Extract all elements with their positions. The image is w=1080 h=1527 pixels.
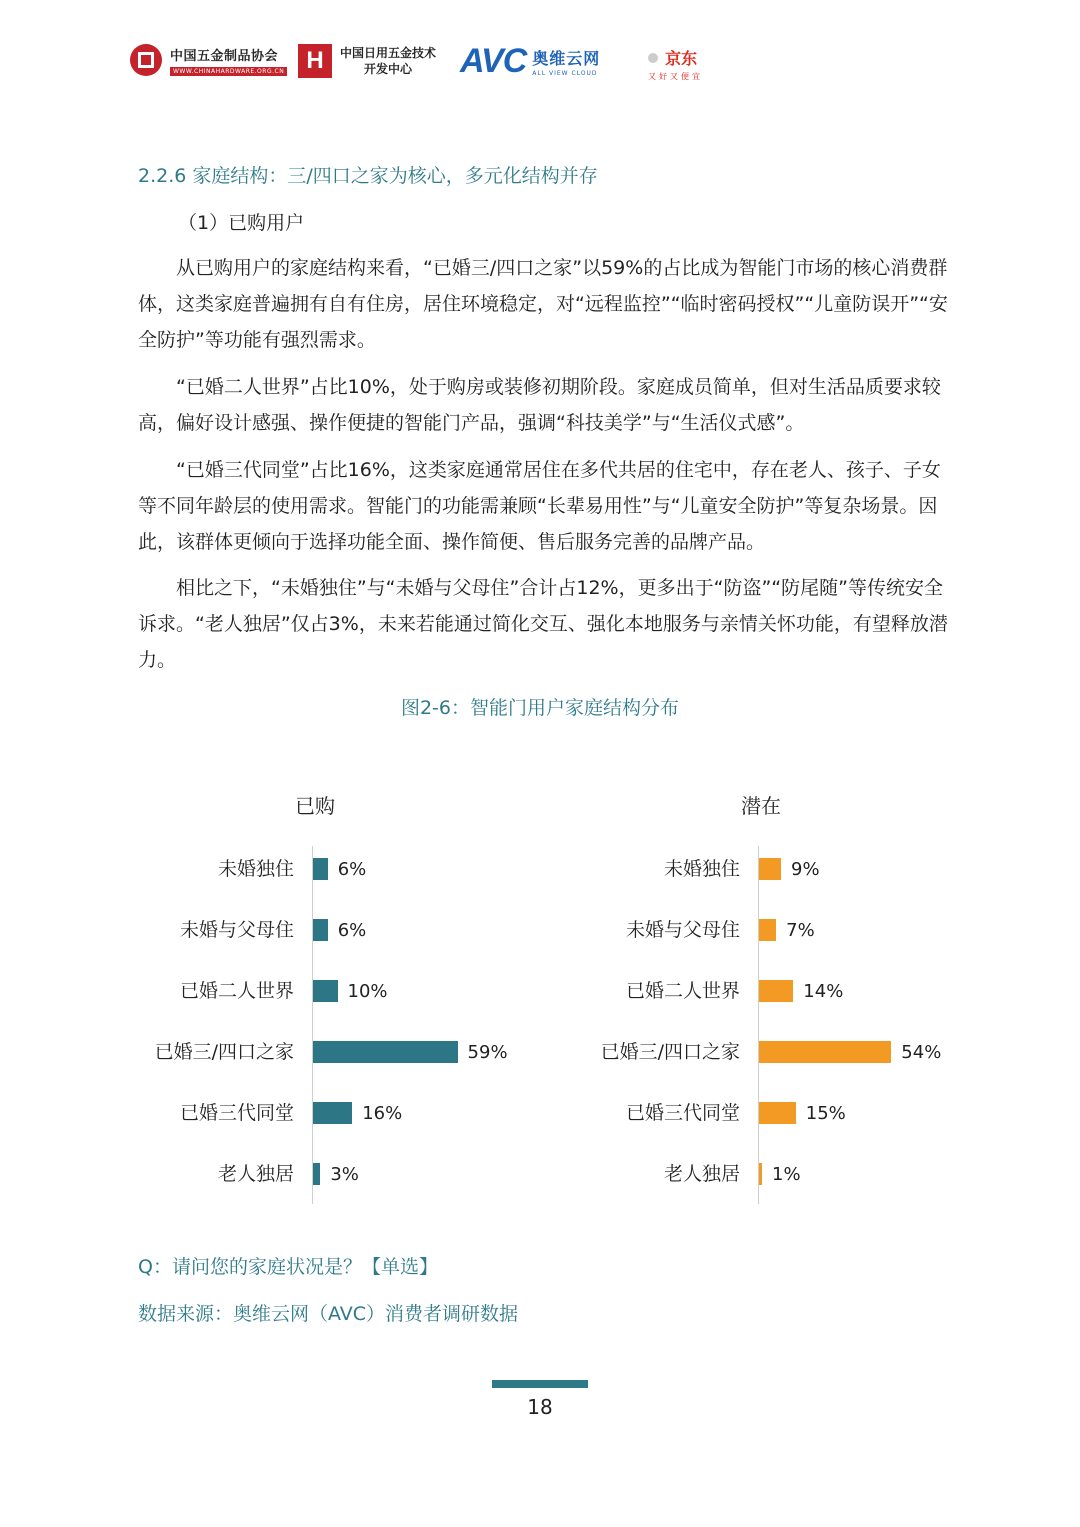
question-note: Q：请问您的家庭状况是？【单选】 (138, 1256, 438, 1278)
jd-name: 京东 (665, 49, 698, 68)
paragraph: 相比之下，“未婚独住”与“未婚与父母住”合计占12%，更多出于“防盗”“防尾随”等传统安全诉求。“老人独居”仅占3%，未来若能通过简化交互、强化本地服务与亲情关怀功能，有望释放潜力。 (138, 577, 948, 671)
china-hardware-association-logo (130, 44, 287, 76)
logo1-url: WWW.CHINAHARDWARE.ORG.CN (170, 67, 287, 76)
value-label: 7% (786, 920, 815, 941)
chart-purchased (90, 780, 570, 1210)
bar (313, 1102, 352, 1124)
bar (313, 1041, 458, 1063)
chart-row (536, 980, 1016, 1002)
chart-title: 已购 (295, 794, 335, 818)
chart-row (90, 1041, 570, 1063)
paragraph: 从已购用户的家庭结构来看，“已婚三/四口之家”以59%的占比成为智能门市场的核心消费群体，这类家庭普遍拥有自有住房，居住环境稳定，对“远程监控”“临时密码授权”“儿童防误开”“安全防护”等功能有强烈需求。 (138, 257, 948, 351)
bar (313, 1163, 320, 1185)
bar (759, 1163, 762, 1185)
bar (313, 980, 338, 1002)
logo2-mark: H (298, 44, 332, 78)
category-label: 已婚二人世界 (625, 980, 740, 1002)
chart-row (90, 858, 570, 880)
hardware-development-center-logo (298, 44, 436, 78)
jd-slogan: 又好又便宜 (648, 72, 703, 81)
avc-en-name: ALL VIEW CLOUD (532, 70, 598, 77)
bar (759, 858, 781, 880)
value-label: 15% (805, 1103, 846, 1124)
bar (759, 1102, 796, 1124)
value-label: 3% (330, 1164, 359, 1185)
category-label: 未婚独住 (663, 858, 740, 880)
value-label: 6% (337, 859, 367, 880)
value-label: 16% (362, 1103, 403, 1124)
category-label: 已婚三/四口之家 (600, 1041, 740, 1063)
category-label: 老人独居 (663, 1163, 740, 1185)
chart-row (536, 1163, 1016, 1185)
chart-row (90, 1102, 570, 1124)
section-title: 2.2.6 家庭结构：三/四口之家为核心，多元化结构并存 (138, 165, 598, 187)
value-label: 1% (772, 1164, 801, 1185)
value-label: 59% (467, 1042, 508, 1063)
avc-logo (460, 42, 600, 81)
category-label: 未婚与父母住 (179, 919, 294, 941)
header-logos (130, 40, 730, 90)
chart-potential (536, 780, 1016, 1210)
category-label: 未婚独住 (217, 858, 294, 880)
bar (313, 919, 328, 941)
category-label: 已婚三代同堂 (179, 1102, 294, 1124)
chart-title: 潜在 (741, 794, 781, 818)
logo1-name: 中国五金制品协会 (170, 48, 279, 64)
category-label: 已婚三/四口之家 (154, 1041, 294, 1063)
logo2-line2: 开发中心 (364, 62, 413, 76)
sub-title: （1）已购用户 (178, 212, 305, 234)
value-label: 10% (347, 981, 388, 1002)
chart-axis-line (312, 846, 313, 1204)
bar (759, 919, 776, 941)
avc-cn-name: 奥维云网 (532, 49, 601, 68)
bar (313, 858, 328, 880)
value-label: 9% (791, 859, 820, 880)
value-label: 14% (803, 981, 844, 1002)
chart-row (90, 980, 570, 1002)
jd-logo (648, 46, 703, 82)
page-number: 18 (527, 1395, 553, 1419)
logo2-line1: 中国日用五金技术 (340, 46, 437, 60)
chart-row (536, 1041, 1016, 1063)
source-note: 数据来源：奥维云网（AVC）消费者调研数据 (138, 1303, 519, 1325)
paragraph: “已婚二人世界”占比10%，处于购房或装修初期阶段。家庭成员简单，但对生活品质要求较高，偏好设计感强、操作便捷的智能门产品，强调“科技美学”与“生活仪式感”。 (138, 376, 941, 434)
category-label: 老人独居 (217, 1163, 294, 1185)
category-label: 未婚与父母住 (625, 919, 740, 941)
category-label: 已婚二人世界 (179, 980, 294, 1002)
bar (759, 1041, 891, 1063)
chart-row (90, 1163, 570, 1185)
value-label: 54% (901, 1042, 942, 1063)
avc-mark: AVC (460, 42, 527, 80)
page-divider (492, 1380, 588, 1388)
category-label: 已婚三代同堂 (625, 1102, 740, 1124)
chart-row (536, 858, 1016, 880)
chart-row (536, 1102, 1016, 1124)
bar (759, 980, 793, 1002)
chart-row (536, 919, 1016, 941)
association-seal-icon (130, 44, 162, 76)
chart-axis-line (758, 846, 759, 1204)
jd-dog-icon (648, 53, 658, 63)
paragraph: “已婚三代同堂”占比16%，这类家庭通常居住在多代共居的住宅中，存在老人、孩子、子女等不同年龄层的使用需求。智能门的功能需兼顾“长辈易用性”与“儿童安全防护”等复杂场景。因此，该群体更倾向于选择功能全面、操作简便、售后服务完善的品牌产品。 (138, 459, 941, 553)
figure-title: 图2-6：智能门用户家庭结构分布 (400, 697, 680, 719)
value-label: 6% (337, 920, 367, 941)
chart-row (90, 919, 570, 941)
